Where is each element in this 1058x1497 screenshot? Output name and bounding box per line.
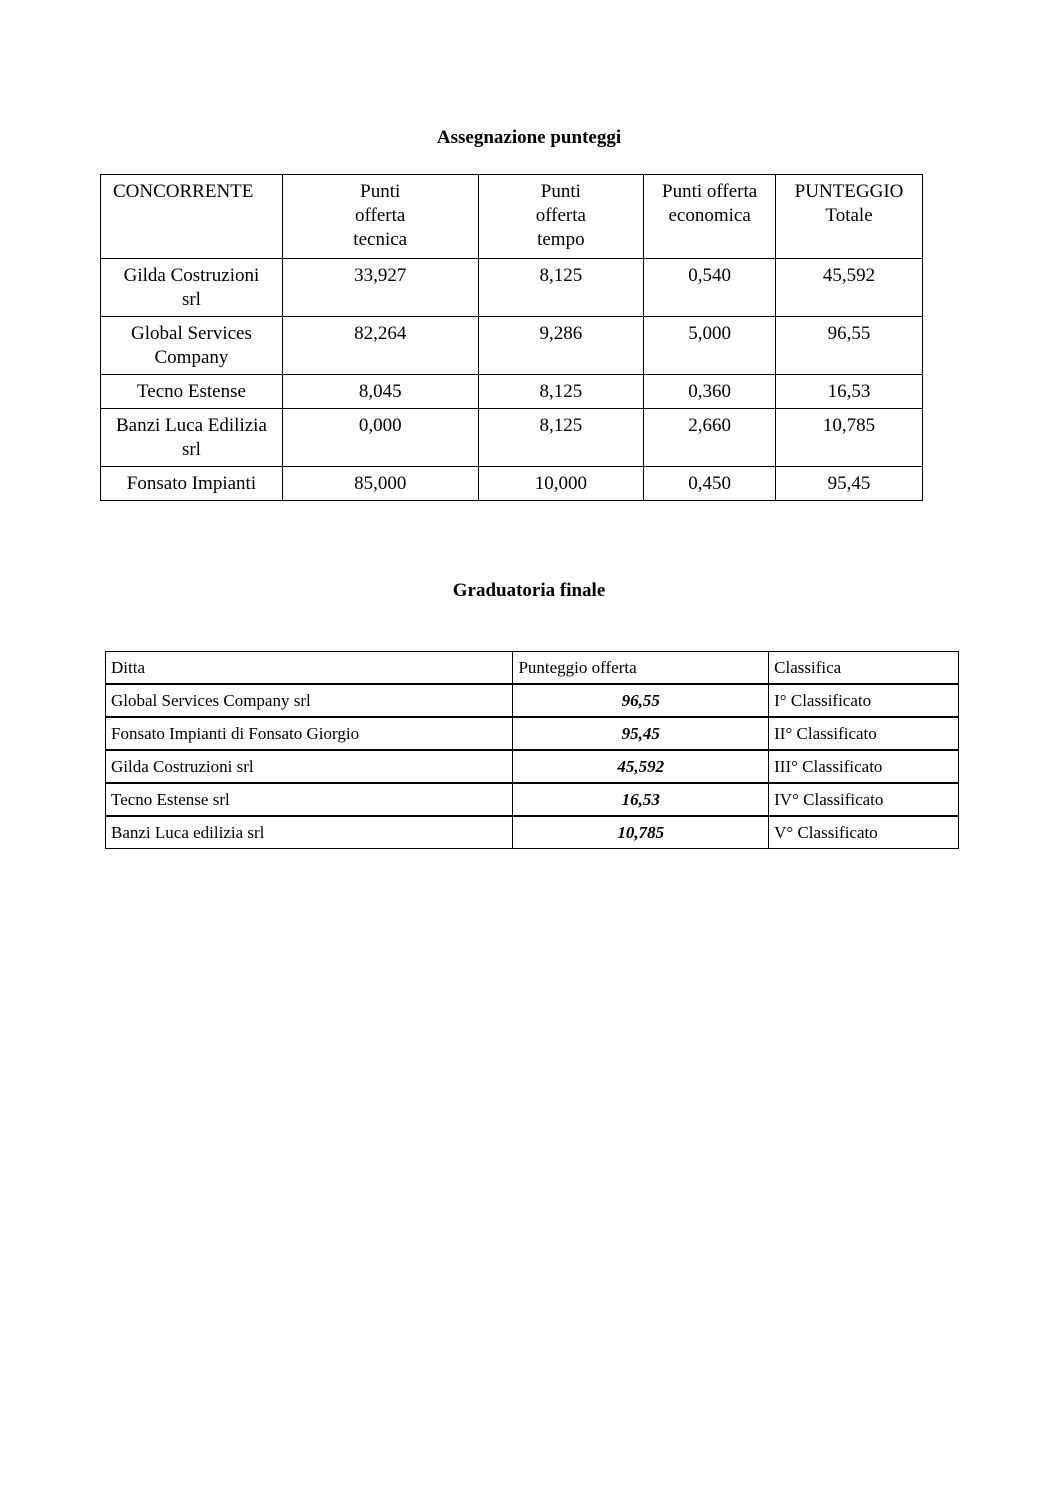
table-row bbox=[106, 717, 959, 750]
score-value: 95,45 bbox=[513, 717, 769, 750]
tempo-value: 8,125 bbox=[478, 375, 644, 409]
company-name: Global Services Company srl bbox=[106, 684, 513, 717]
scores-table bbox=[100, 174, 923, 501]
economica-value: 0,360 bbox=[644, 375, 776, 409]
table-row bbox=[106, 684, 959, 717]
header-totale bbox=[776, 175, 923, 259]
header-punteggio: Punteggio offerta bbox=[513, 652, 769, 685]
scores-header-row bbox=[101, 175, 923, 259]
rank-label: V° Classificato bbox=[769, 816, 959, 849]
header-classifica: Classifica bbox=[769, 652, 959, 685]
tecnica-value: 85,000 bbox=[282, 467, 478, 501]
table-row bbox=[101, 409, 923, 467]
tempo-value: 8,125 bbox=[478, 259, 644, 317]
ranking-table bbox=[105, 651, 959, 849]
table-row bbox=[101, 259, 923, 317]
header-tecnica-line: offerta bbox=[355, 205, 406, 226]
competitor-name bbox=[101, 317, 283, 375]
competitor-name bbox=[101, 409, 283, 467]
score-value: 45,592 bbox=[513, 750, 769, 783]
rank-label: I° Classificato bbox=[769, 684, 959, 717]
tecnica-value: 8,045 bbox=[282, 375, 478, 409]
tempo-value: 10,000 bbox=[478, 467, 644, 501]
competitor-name-line: Fonsato Impianti bbox=[126, 473, 257, 494]
company-name: Gilda Costruzioni srl bbox=[106, 750, 513, 783]
competitor-name-line: Banzi Luca Edilizia bbox=[116, 415, 267, 436]
competitor-name bbox=[101, 467, 283, 501]
score-value: 96,55 bbox=[513, 684, 769, 717]
competitor-name-line: Tecno Estense bbox=[136, 381, 246, 402]
competitor-name-line: srl bbox=[181, 289, 201, 310]
table-row bbox=[106, 816, 959, 849]
header-totale-line: PUNTEGGIO bbox=[794, 181, 904, 202]
table-row bbox=[101, 467, 923, 501]
rank-label: II° Classificato bbox=[769, 717, 959, 750]
competitor-name-line: srl bbox=[181, 439, 201, 460]
economica-value: 5,000 bbox=[644, 317, 776, 375]
tecnica-value: 33,927 bbox=[282, 259, 478, 317]
competitor-name-line: Company bbox=[154, 347, 229, 368]
economica-value: 0,540 bbox=[644, 259, 776, 317]
table-row bbox=[101, 317, 923, 375]
competitor-name-line: Gilda Costruzioni bbox=[123, 265, 260, 286]
tecnica-value: 0,000 bbox=[282, 409, 478, 467]
tempo-value: 8,125 bbox=[478, 409, 644, 467]
header-economica bbox=[644, 175, 776, 259]
header-concorrente: CONCORRENTE bbox=[101, 175, 283, 259]
totale-value: 96,55 bbox=[776, 317, 923, 375]
totale-value: 10,785 bbox=[776, 409, 923, 467]
tecnica-value: 82,264 bbox=[282, 317, 478, 375]
totale-value: 16,53 bbox=[776, 375, 923, 409]
company-name: Banzi Luca edilizia srl bbox=[106, 816, 513, 849]
score-value: 16,53 bbox=[513, 783, 769, 816]
header-tecnica bbox=[282, 175, 478, 259]
table-row bbox=[106, 750, 959, 783]
header-tecnica-line: tecnica bbox=[353, 229, 408, 250]
header-totale-line: Totale bbox=[825, 205, 873, 226]
table-row bbox=[106, 783, 959, 816]
competitor-name bbox=[101, 375, 283, 409]
economica-value: 2,660 bbox=[644, 409, 776, 467]
header-tempo bbox=[478, 175, 644, 259]
score-value: 10,785 bbox=[513, 816, 769, 849]
tempo-value: 9,286 bbox=[478, 317, 644, 375]
rank-label: III° Classificato bbox=[769, 750, 959, 783]
header-economica-line: economica bbox=[668, 205, 751, 226]
header-ditta: Ditta bbox=[106, 652, 513, 685]
scores-title: Assegnazione punteggi bbox=[436, 127, 622, 148]
economica-value: 0,450 bbox=[644, 467, 776, 501]
competitor-name-line: Global Services bbox=[131, 323, 252, 344]
header-tecnica-line: Punti bbox=[360, 181, 401, 202]
company-name: Tecno Estense srl bbox=[106, 783, 513, 816]
rank-label: IV° Classificato bbox=[769, 783, 959, 816]
header-tempo-line: tempo bbox=[537, 229, 585, 250]
totale-value: 95,45 bbox=[776, 467, 923, 501]
header-economica-line: Punti offerta bbox=[662, 181, 758, 202]
company-name: Fonsato Impianti di Fonsato Giorgio bbox=[106, 717, 513, 750]
header-tempo-line: offerta bbox=[535, 205, 586, 226]
table-row bbox=[101, 375, 923, 409]
header-tempo-line: Punti bbox=[540, 181, 581, 202]
ranking-title: Graduatoria finale bbox=[452, 580, 606, 601]
ranking-header-row bbox=[106, 652, 959, 685]
competitor-name bbox=[101, 259, 283, 317]
totale-value: 45,592 bbox=[776, 259, 923, 317]
